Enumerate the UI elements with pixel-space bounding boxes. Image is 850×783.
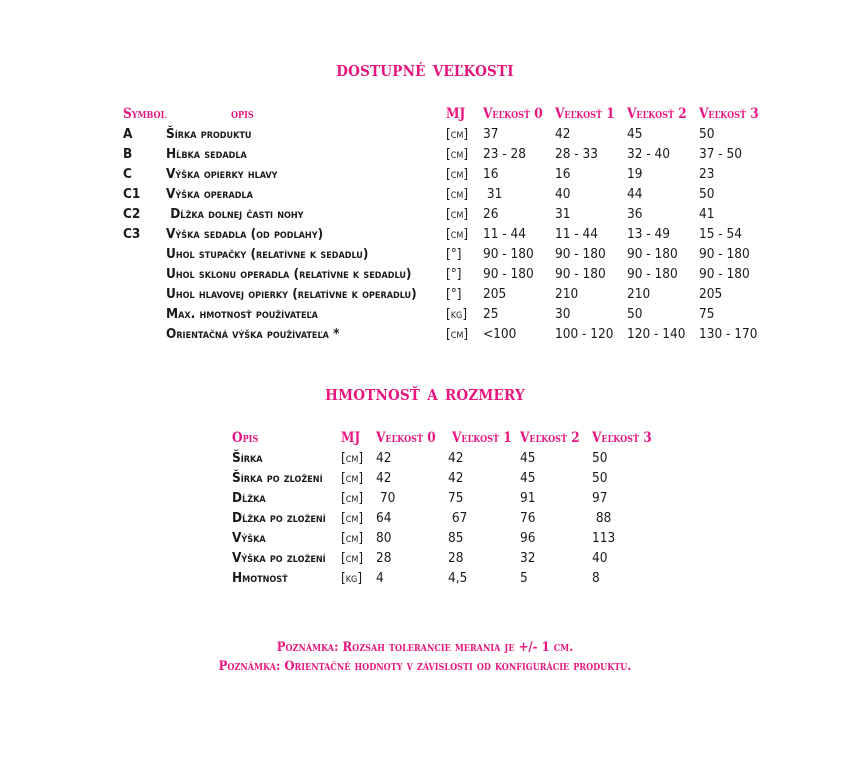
cell-description: Uhol stupačky (relatívne k sedadlu) <box>166 246 369 262</box>
cell-unit: [cm] <box>341 470 364 486</box>
cell-size-3: 23 <box>699 166 715 182</box>
cell-unit: [°] <box>446 286 462 302</box>
cell-size-2: 13 - 49 <box>627 226 670 242</box>
cell-size-2: 50 <box>627 306 643 322</box>
cell-size-2: 90 - 180 <box>627 266 678 282</box>
cell-size-2: 32 <box>520 550 536 566</box>
cell-size-1: 42 <box>555 126 571 142</box>
cell-unit: [cm] <box>446 206 469 222</box>
cell-size-1: 4,5 <box>448 570 468 586</box>
header-mj: MJ <box>341 430 361 446</box>
cell-size-1: 42 <box>448 470 464 486</box>
cell-description: Šírka produktu <box>166 126 252 142</box>
cell-description: Dĺžka <box>232 490 266 506</box>
cell-size-1: 16 <box>555 166 571 182</box>
cell-size-1: 30 <box>555 306 571 322</box>
cell-unit: [cm] <box>341 490 364 506</box>
cell-size-1: 42 <box>448 450 464 466</box>
header-size-1: Veľkosť 1 <box>555 106 615 122</box>
cell-size-0: 80 <box>376 530 392 546</box>
cell-description: Uhol hlavovej opierky (relatívne k operadlu) <box>166 286 417 302</box>
cell-size-2: 120 - 140 <box>627 326 686 342</box>
note-orientation: Poznámka: Orientačné hodnoty v závislosti od konfigurácie produktu. <box>218 659 632 674</box>
header-size-2: Veľkosť 2 <box>520 430 580 446</box>
cell-size-2: 210 <box>627 286 651 302</box>
cell-size-3: 50 <box>592 470 608 486</box>
cell-size-3: 130 - 170 <box>699 326 758 342</box>
cell-size-3: 8 <box>592 570 600 586</box>
header-opis: Opis <box>232 430 259 446</box>
cell-size-0: 11 - 44 <box>483 226 526 242</box>
cell-size-3: 41 <box>699 206 715 222</box>
cell-symbol: C2 <box>123 206 141 222</box>
cell-size-2: 45 <box>520 450 536 466</box>
note-tolerance: Poznámka: Rozsah tolerancie merania je +/- 1 cm. <box>276 640 574 655</box>
cell-size-3: 15 - 54 <box>699 226 742 242</box>
cell-description: Orientačná výška používateľa * <box>166 326 340 342</box>
cell-unit: [cm] <box>446 146 469 162</box>
cell-size-3: 88 <box>592 510 612 526</box>
cell-description: Hĺbka sedadla <box>166 146 247 162</box>
cell-description: Hmotnosť <box>232 570 288 586</box>
cell-size-0: 31 <box>483 186 503 202</box>
cell-size-0: 70 <box>376 490 396 506</box>
cell-description: Šírka <box>232 450 263 466</box>
cell-size-3: 50 <box>592 450 608 466</box>
cell-size-2: 91 <box>520 490 536 506</box>
cell-description: Max. hmotnosť používateľa <box>166 306 318 322</box>
cell-unit: [cm] <box>446 166 469 182</box>
cell-size-2: 45 <box>520 470 536 486</box>
cell-unit: [cm] <box>446 326 469 342</box>
cell-size-1: 90 - 180 <box>555 246 606 262</box>
header-size-2: Veľkosť 2 <box>627 106 687 122</box>
cell-size-0: 4 <box>376 570 384 586</box>
header-size-3: Veľkosť 3 <box>699 106 759 122</box>
cell-unit: [cm] <box>341 510 364 526</box>
cell-unit: [cm] <box>341 550 364 566</box>
cell-size-3: 50 <box>699 186 715 202</box>
cell-size-0: 37 <box>483 126 499 142</box>
cell-size-1: 90 - 180 <box>555 266 606 282</box>
cell-size-1: 75 <box>448 490 464 506</box>
cell-size-0: <100 <box>483 326 517 342</box>
header-opis: opis <box>231 106 254 122</box>
cell-size-3: 37 - 50 <box>699 146 742 162</box>
cell-unit: [cm] <box>446 126 469 142</box>
cell-size-1: 28 <box>448 550 464 566</box>
cell-description: Dĺžka dolnej časti nohy <box>166 206 304 222</box>
cell-description: Šírka po zložení <box>232 470 323 486</box>
cell-description: Výška operadla <box>166 186 253 202</box>
cell-unit: [cm] <box>341 450 364 466</box>
cell-size-0: 90 - 180 <box>483 266 534 282</box>
cell-size-2: 19 <box>627 166 643 182</box>
cell-size-0: 205 <box>483 286 507 302</box>
cell-unit: [°] <box>446 246 462 262</box>
cell-size-1: 31 <box>555 206 571 222</box>
cell-size-0: 26 <box>483 206 499 222</box>
sizes-section-title: dostupné veľkosti <box>336 56 514 82</box>
cell-size-2: 90 - 180 <box>627 246 678 262</box>
cell-unit: [kg] <box>446 306 468 322</box>
cell-size-2: 32 - 40 <box>627 146 670 162</box>
cell-description: Dĺžka po zložení <box>232 510 326 526</box>
cell-size-3: 90 - 180 <box>699 246 750 262</box>
cell-size-3: 97 <box>592 490 608 506</box>
cell-symbol: B <box>123 146 133 162</box>
cell-unit: [kg] <box>341 570 363 586</box>
cell-symbol: C <box>123 166 132 182</box>
cell-size-1: 210 <box>555 286 579 302</box>
header-size-1: Veľkosť 1 <box>452 430 512 446</box>
cell-size-2: 5 <box>520 570 528 586</box>
cell-description: Výška <box>232 530 266 546</box>
cell-unit: [cm] <box>446 226 469 242</box>
header-mj: MJ <box>446 106 466 122</box>
cell-size-0: 23 - 28 <box>483 146 526 162</box>
cell-unit: [°] <box>446 266 462 282</box>
cell-description: Výška opierky hlavy <box>166 166 278 182</box>
cell-description: Uhol sklonu operadla (relatívne k sedadlu) <box>166 266 412 282</box>
cell-size-2: 76 <box>520 510 536 526</box>
cell-size-0: 25 <box>483 306 499 322</box>
cell-size-0: 42 <box>376 470 392 486</box>
cell-size-3: 113 <box>592 530 616 546</box>
header-symbol: Symbol <box>123 106 167 122</box>
cell-size-3: 90 - 180 <box>699 266 750 282</box>
cell-size-0: 64 <box>376 510 392 526</box>
header-size-0: Veľkosť 0 <box>483 106 543 122</box>
cell-unit: [cm] <box>341 530 364 546</box>
cell-size-2: 44 <box>627 186 643 202</box>
cell-symbol: C1 <box>123 186 141 202</box>
cell-size-1: 40 <box>555 186 571 202</box>
cell-size-3: 50 <box>699 126 715 142</box>
cell-size-3: 40 <box>592 550 608 566</box>
cell-size-2: 36 <box>627 206 643 222</box>
cell-size-0: 42 <box>376 450 392 466</box>
header-size-0: Veľkosť 0 <box>376 430 436 446</box>
cell-description: Výška sedadla (od podlahy) <box>166 226 324 242</box>
header-size-3: Veľkosť 3 <box>592 430 652 446</box>
cell-size-2: 45 <box>627 126 643 142</box>
cell-size-2: 96 <box>520 530 536 546</box>
cell-size-3: 75 <box>699 306 715 322</box>
cell-size-3: 205 <box>699 286 723 302</box>
cell-size-0: 90 - 180 <box>483 246 534 262</box>
cell-size-0: 28 <box>376 550 392 566</box>
cell-size-1: 28 - 33 <box>555 146 598 162</box>
cell-symbol: A <box>123 126 133 142</box>
cell-unit: [cm] <box>446 186 469 202</box>
weight-section-title: hmotnosť a rozmery <box>325 380 525 406</box>
cell-symbol: C3 <box>123 226 141 242</box>
cell-description: Výška po zložení <box>232 550 326 566</box>
cell-size-0: 16 <box>483 166 499 182</box>
cell-size-1: 11 - 44 <box>555 226 598 242</box>
cell-size-1: 85 <box>448 530 464 546</box>
cell-size-1: 100 - 120 <box>555 326 614 342</box>
cell-size-1: 67 <box>448 510 468 526</box>
